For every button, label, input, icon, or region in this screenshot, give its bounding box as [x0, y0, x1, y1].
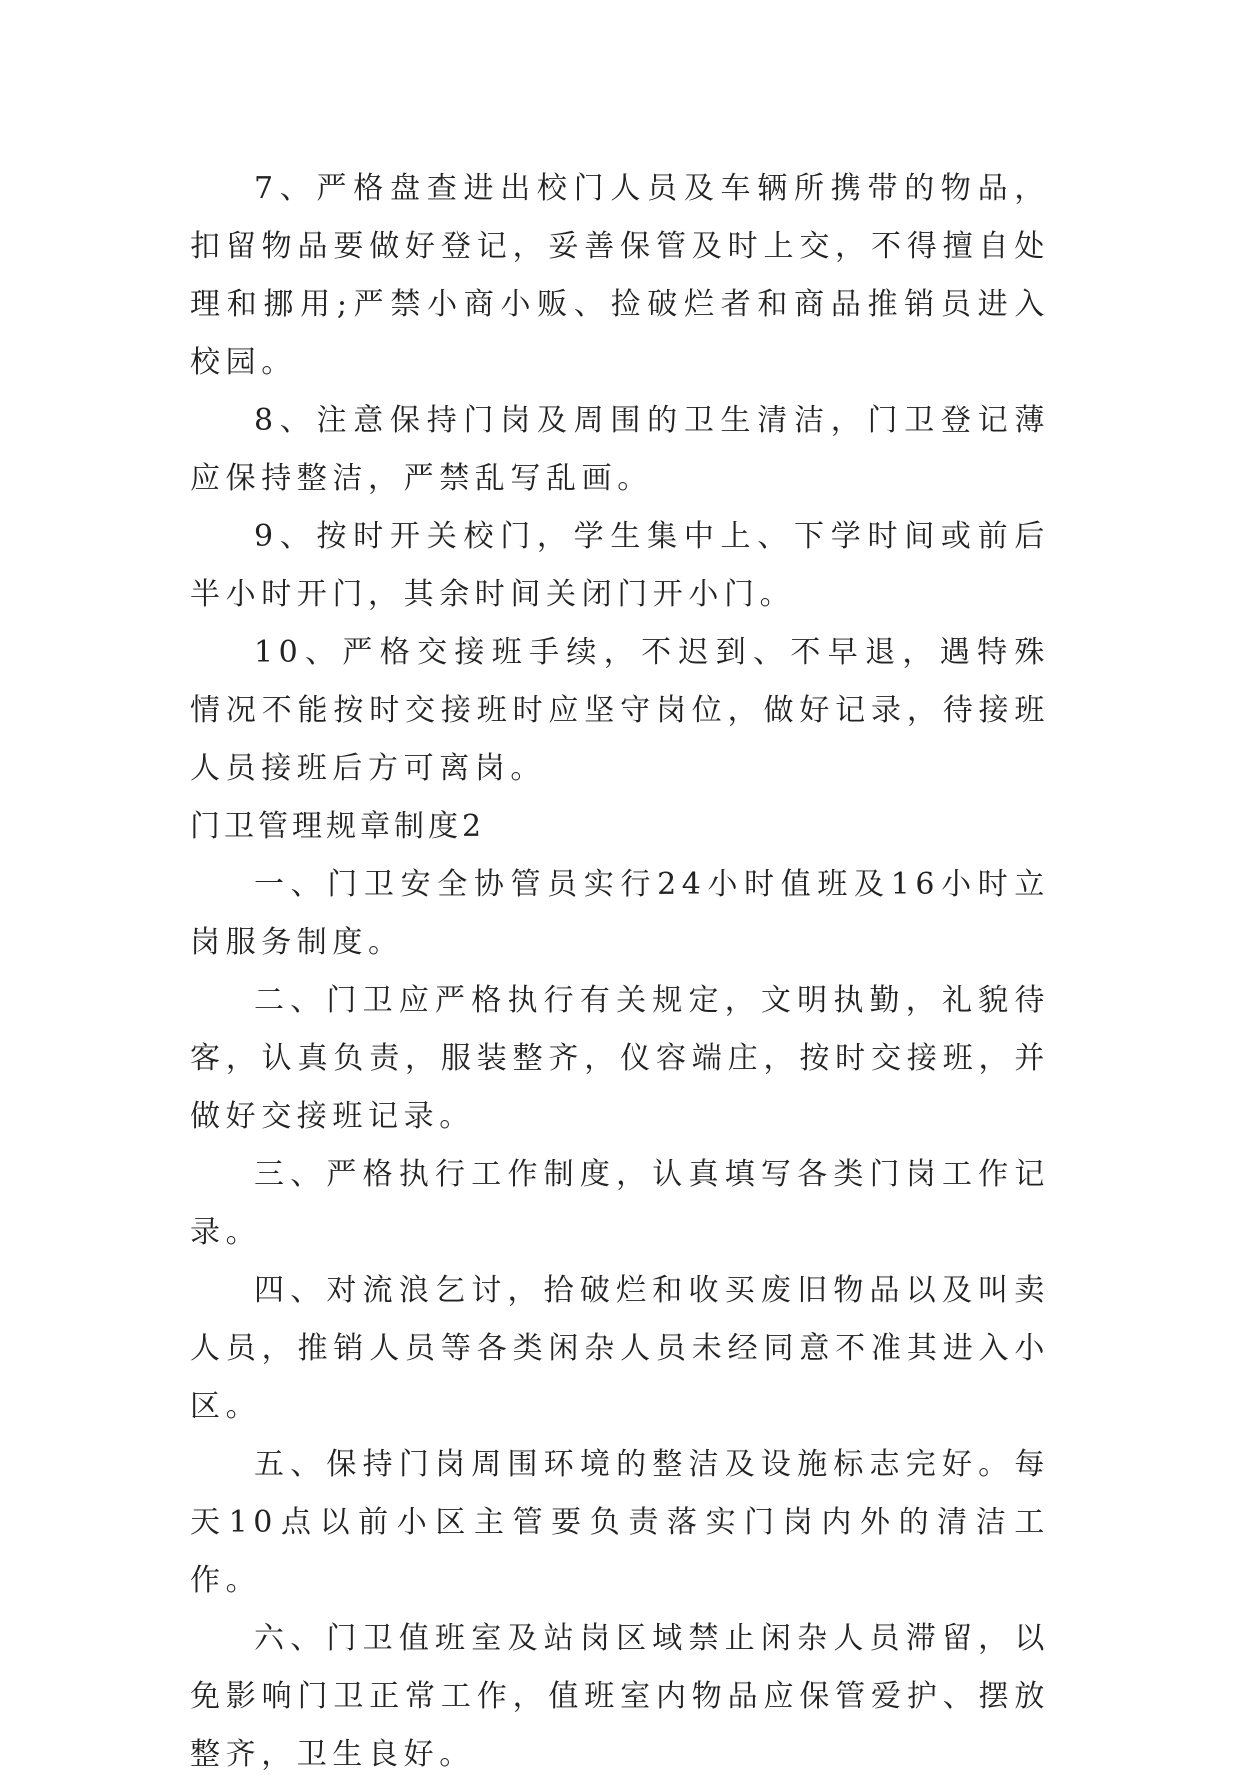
- section-paragraph-1: 一、门卫安全协管员实行24小时值班及16小时立岗服务制度。: [190, 867, 1050, 960]
- document-body: [190, 160, 1050, 1784]
- section-paragraph-3: 三、严格执行工作制度，认真填写各类门岗工作记录。: [190, 1157, 1050, 1250]
- section-paragraph-5: 五、保持门岗周围环境的整洁及设施标志完好。每天10点以前小区主管要负责落实门岗内外的清洁工作。: [190, 1447, 1050, 1598]
- section-paragraph-2: 二、门卫应严格执行有关规定，文明执勤，礼貌待客，认真负责，服装整齐，仪容端庄，按时交接班，并做好交接班记录。: [190, 983, 1050, 1134]
- section-paragraph-4: 四、对流浪乞讨，拾破烂和收买废旧物品以及叫卖人员，推销人员等各类闲杂人员未经同意不准其进入小区。: [190, 1273, 1050, 1424]
- paragraph-8: 8、注意保持门岗及周围的卫生清洁，门卫登记薄应保持整洁，严禁乱写乱画。: [190, 403, 1050, 496]
- paragraph-7: 7、严格盘查进出校门人员及车辆所携带的物品，扣留物品要做好登记，妥善保管及时上交，不得擅自处理和挪用;严禁小商小贩、捡破烂者和商品推销员进入校园。: [190, 171, 1050, 380]
- paragraph-9: 9、按时开关校门，学生集中上、下学时间或前后半小时开门，其余时间关闭门开小门。: [190, 519, 1050, 612]
- paragraph-10: 10、严格交接班手续，不迟到、不早退，遇特殊情况不能按时交接班时应坚守岗位，做好记录，待接班人员接班后方可离岗。: [190, 635, 1050, 786]
- section-paragraph-6: 六、门卫值班室及站岗区域禁止闲杂人员滞留，以免影响门卫正常工作，值班室内物品应保管爱护、摆放整齐，卫生良好。: [190, 1621, 1050, 1772]
- section-title: 门卫管理规章制度2: [190, 809, 486, 844]
